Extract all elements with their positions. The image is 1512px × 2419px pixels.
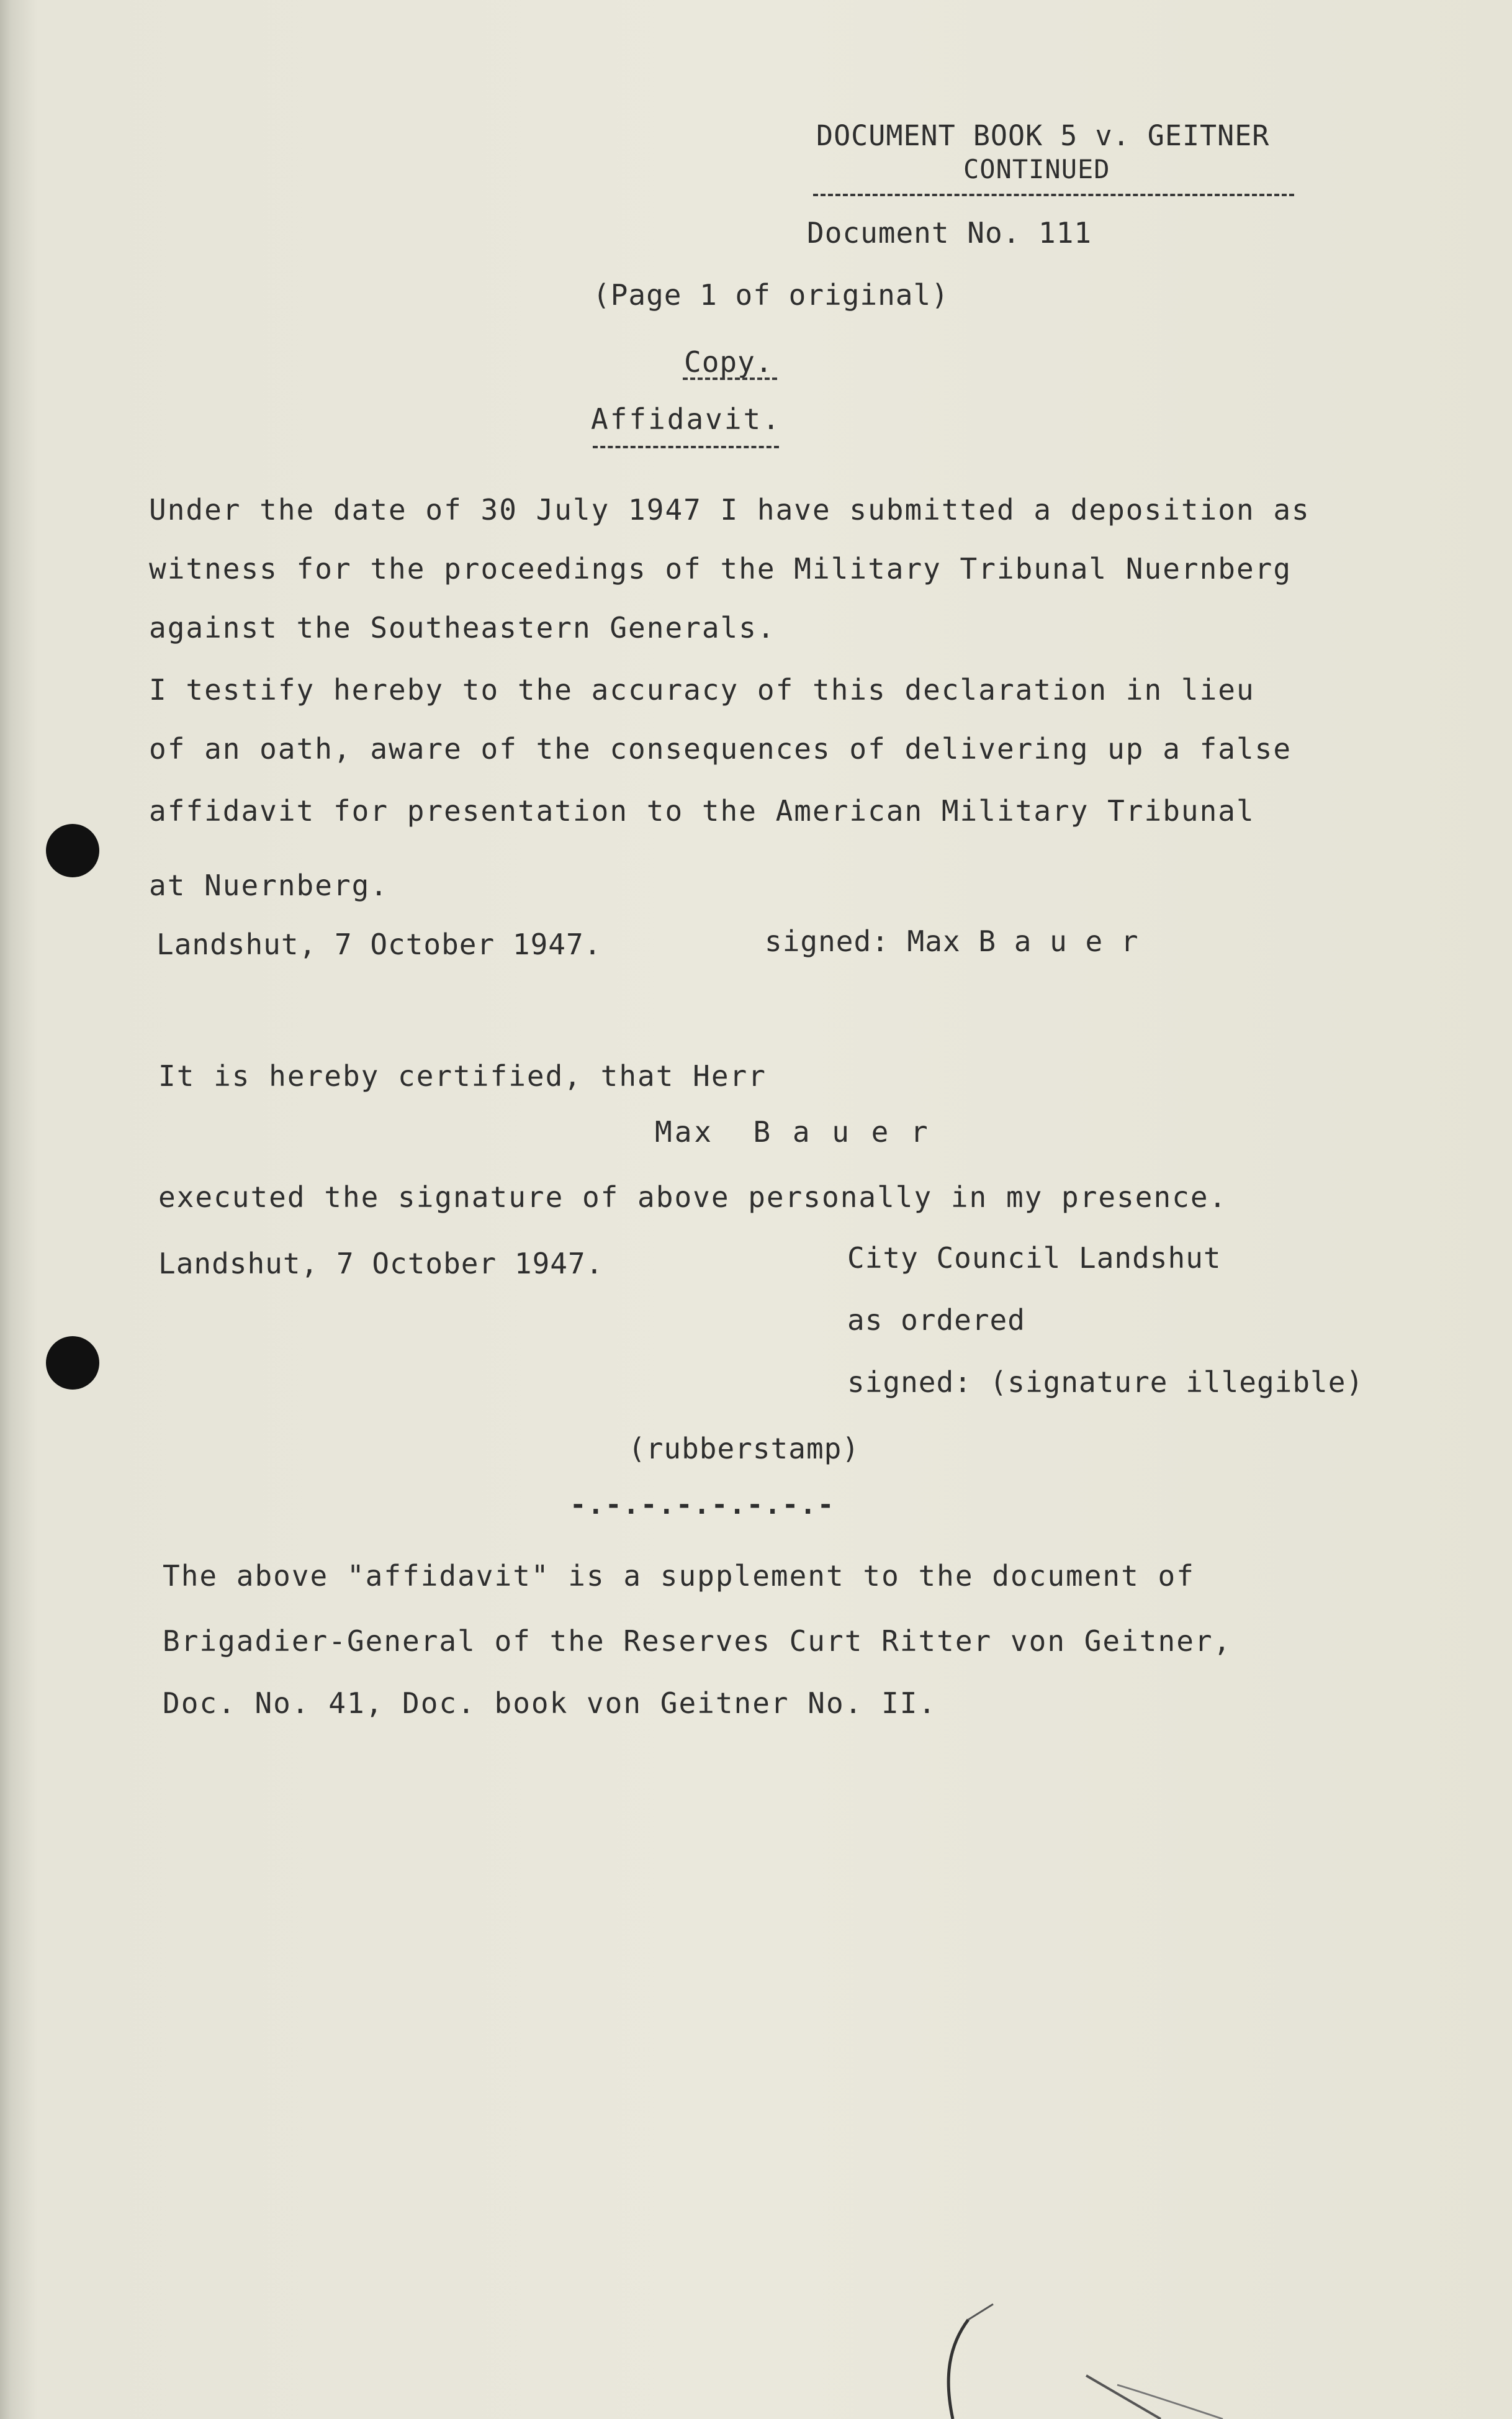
title-underline xyxy=(593,446,779,448)
certification-executed: executed the signature of above personally in my presence. xyxy=(158,1180,1228,1214)
body-line: I testify hereby to the accuracy of this declaration in lieu xyxy=(149,673,1255,707)
copy-label: Copy. xyxy=(684,345,773,379)
body-line: at Nuernberg. xyxy=(149,869,389,902)
header-rule xyxy=(813,194,1294,196)
body-line: of an oath, aware of the consequences of delivering up a false xyxy=(149,732,1292,766)
affiant-signature: signed: Max B a u e r xyxy=(765,925,1139,958)
footer-line: Brigadier-General of the Reserves Curt Ritter von Geitner, xyxy=(163,1624,1232,1658)
certification-place-date: Landshut, 7 October 1947. xyxy=(158,1247,604,1280)
section-separator: -.-.-.-.-.-.-.- xyxy=(570,1489,835,1521)
punch-hole-top xyxy=(46,824,99,877)
document-title: Affidavit. xyxy=(591,402,781,436)
body-line: Under the date of 30 July 1947 I have submitted a deposition as xyxy=(149,493,1310,527)
rubberstamp-note: (rubberstamp) xyxy=(628,1432,860,1465)
punch-hole-bottom xyxy=(46,1336,99,1390)
certification-intro: It is hereby certified, that Herr xyxy=(158,1059,767,1093)
city-council: City Council Landshut xyxy=(847,1241,1222,1275)
official-signature: signed: (signature illegible) xyxy=(847,1365,1364,1399)
footer-line: The above "affidavit" is a supplement to the document of xyxy=(163,1559,1195,1593)
affidavit-place-date: Landshut, 7 October 1947. xyxy=(156,928,602,961)
body-line: against the Southeastern Generals. xyxy=(149,611,776,644)
certified-name: Max B a u e r xyxy=(655,1115,930,1149)
body-line: witness for the proceedings of the Military Tribunal Nuernberg xyxy=(149,552,1292,586)
page-reference: (Page 1 of original) xyxy=(593,278,949,312)
body-line: affidavit for presentation to the American Military Tribunal xyxy=(149,794,1255,828)
copy-underline xyxy=(683,378,777,380)
paper-crease-mark xyxy=(900,2276,1272,2419)
footer-line: Doc. No. 41, Doc. book von Geitner No. II. xyxy=(163,1686,937,1720)
as-ordered: as ordered xyxy=(847,1303,1025,1337)
document-book-heading: DOCUMENT BOOK 5 v. GEITNER xyxy=(816,119,1270,152)
continued-label: CONTINUED xyxy=(963,154,1110,184)
document-number: Document No. 111 xyxy=(807,216,1092,250)
